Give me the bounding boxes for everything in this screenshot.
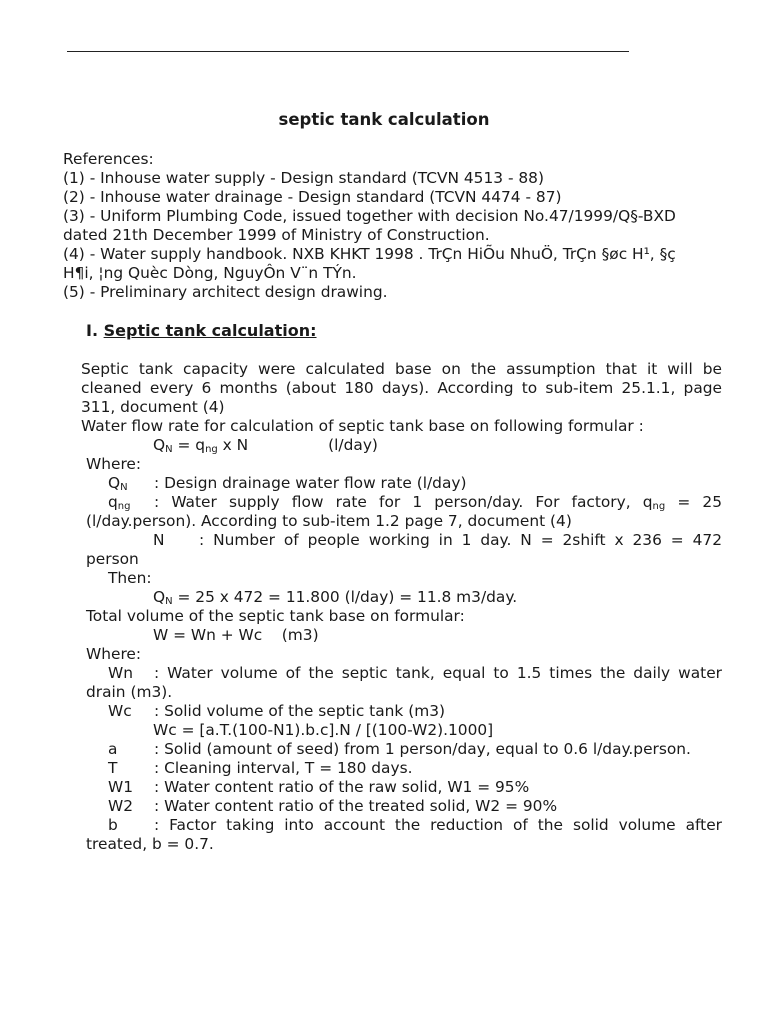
total-intro: Total volume of the septic tank base on formular: [86, 607, 465, 625]
reference-item: H¶i, ¦ng Quèc Dòng, NguyÔn V¨n TÝn. [63, 264, 357, 282]
formula-w: W = Wn + Wc (m3) [153, 626, 319, 644]
section-heading [86, 321, 317, 340]
qn-definition: $Q_N$ : Design drainage water flow rate (l/day) [108, 474, 467, 493]
page-title: septic tank calculation [278, 110, 490, 129]
formula-wc: Wc = [a.T.(100-N1).b.c].N / [(100-W2).1000] [153, 721, 494, 739]
flow-intro: Water flow rate for calculation of septic tank base on following formular : [81, 417, 644, 435]
where-label-2: Where: [86, 645, 142, 663]
qng-definition: $q_{ng}$ : Water supply flow rate for 1 person/day. For factory, $q_{ng} = 25$ (l/day.person). According to sub-item 1.2 page 7, document (4) [86, 493, 722, 530]
b-definition: b : Factor taking into account the reduction of the solid volume after treated, b = 0.7. [86, 816, 722, 853]
formula-qn: $Q_N = q_{ng}$ x N (l/day) [153, 436, 378, 455]
reference-item: (3) - Uniform Plumbing Code, issued together with decision No.47/1999/Q§-BXD [63, 207, 676, 225]
header-rule [67, 51, 629, 52]
section-number: I. [86, 321, 99, 340]
reference-item: (1) - Inhouse water supply - Design standard (TCVN 4513 - 88) [63, 169, 544, 187]
reference-item: (5) - Preliminary architect design drawing. [63, 283, 388, 301]
then-label: Then: [108, 569, 152, 587]
references-label: References: [63, 150, 154, 168]
a-definition: a : Solid (amount of seed) from 1 person/day, equal to 0.6 l/day.person. [108, 740, 691, 758]
wc-definition: Wc : Solid volume of the septic tank (m3) [108, 702, 446, 720]
references-block [63, 150, 723, 302]
where-label: Where: [86, 455, 142, 473]
n-definition: N : Number of people working in 1 day. N = 2shift x 236 = 472 person [86, 531, 722, 568]
reference-item: (2) - Inhouse water drainage - Design standard (TCVN 4474 - 87) [63, 188, 562, 206]
section-heading-text: Septic tank calculation: [103, 321, 317, 340]
reference-item: (4) - Water supply handbook. NXB KHKT 1998 . TrÇn HiÕu NhuÖ, TrÇn §øc H¹, §ç [63, 245, 676, 263]
reference-item: dated 21th December 1999 of Ministry of Construction. [63, 226, 490, 244]
section-body [81, 360, 722, 854]
w2-definition: W2 : Water content ratio of the treated solid, W2 = 90% [108, 797, 558, 815]
w1-definition: W1 : Water content ratio of the raw solid, W1 = 95% [108, 778, 530, 796]
intro-paragraph: Septic tank capacity were calculated base on the assumption that it will be cleaned every 6 months (about 180 days). According to sub-item 25.1.1, page 311, document (4) [81, 360, 722, 416]
qn-result: $Q_N = 25$ x 472 = 11.800 (l/day) = 11.8 m3/day. [153, 588, 518, 607]
t-definition: T : Cleaning interval, T = 180 days. [108, 759, 413, 777]
wn-definition: Wn : Water volume of the septic tank, equal to 1.5 times the daily water drain (m3). [86, 664, 722, 701]
